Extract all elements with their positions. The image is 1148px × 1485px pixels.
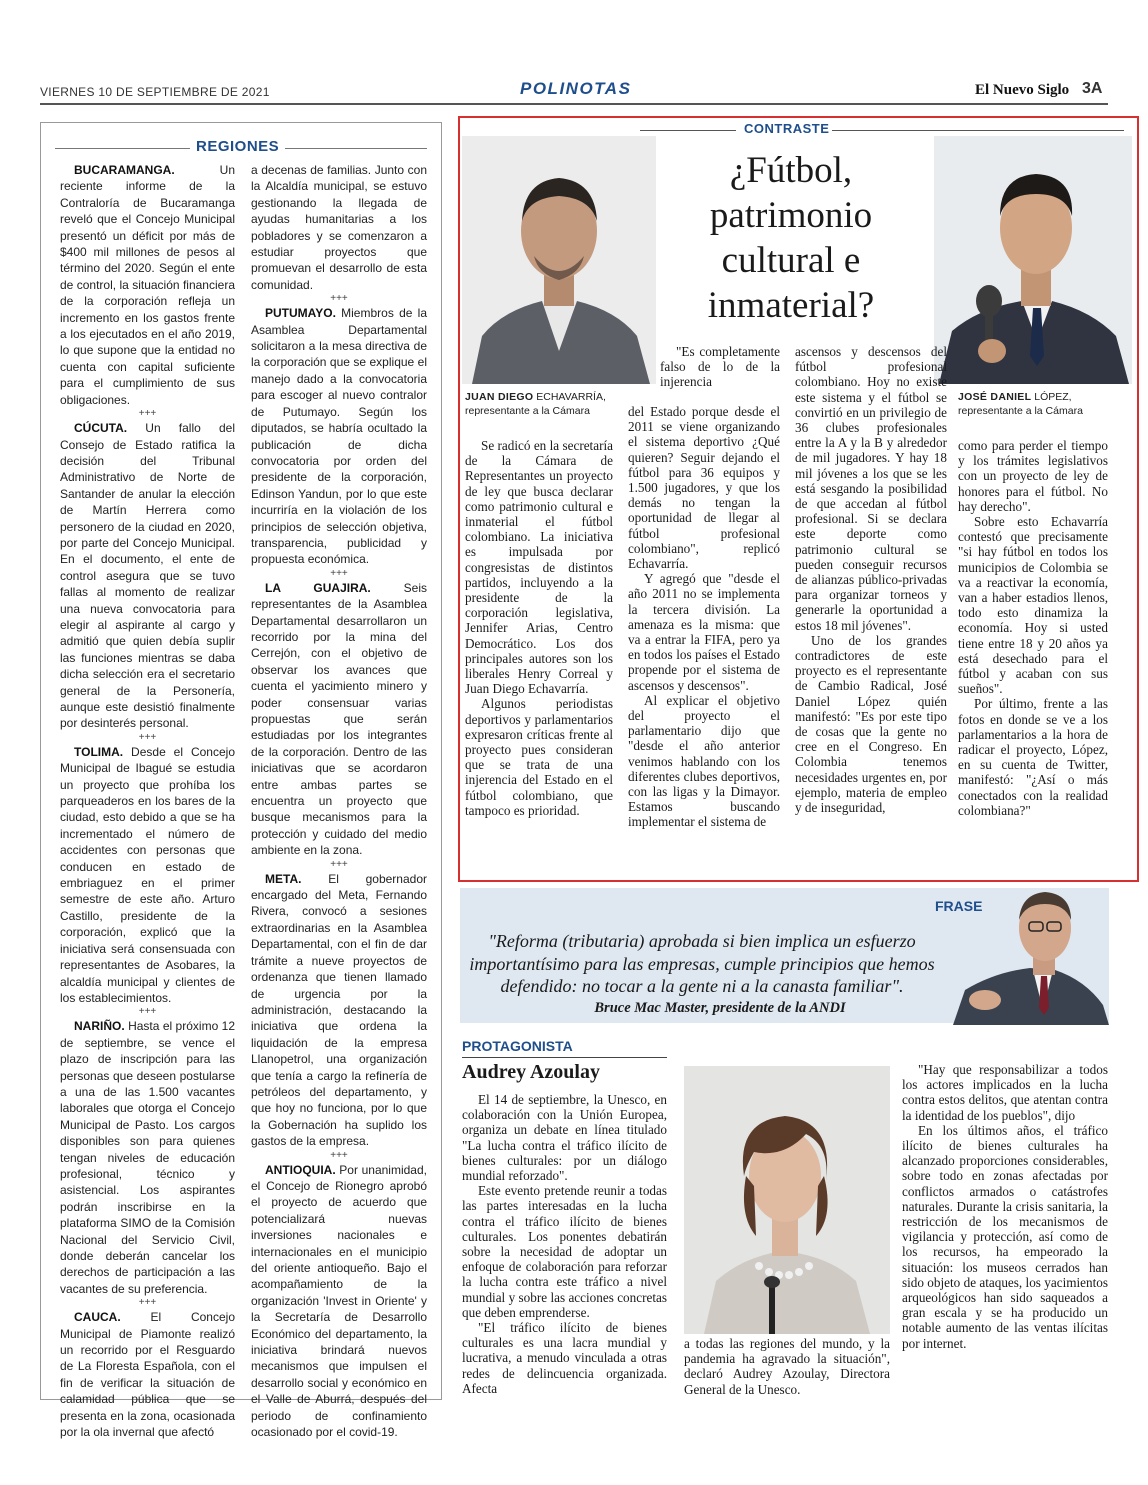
contraste-label: CONTRASTE <box>744 121 830 136</box>
separator: +++ <box>330 567 348 579</box>
article-column-2 <box>628 404 780 830</box>
article-paragraph: como para perder el tiempo y los trámites legislativos con un proyecto de ley de honores para el fútbol. No hay derecho". <box>958 438 1108 514</box>
separator: +++ <box>330 293 348 305</box>
regiones-item: BUCARAMANGA. Un reciente informe de la Contraloría de Bucaramanga reveló que el Concejo Municipal presentó un déficit por más de $400 mil millones de pesos al término del 2020. Según el ente de control, la situación financiera de la corporación refleja un incremento en los gastos frente a los ejecutados en el año 2019, lo que supone que la entidad no cuenta con capital suficiente para el cumplimiento de sus obligaciones. <box>60 163 235 407</box>
portrait-bruce-mac-master-image <box>945 880 1109 1025</box>
article-column-3 <box>795 344 947 815</box>
frase-quote: "Reforma (tributaria) aprobada si bien implica un esfuerzo importantísimo para las empresas, cumple principios que hemos defendido: no tocar a la gente ni a la canasta familiar". <box>469 931 935 996</box>
portrait-audrey-azoulay-image <box>684 1066 890 1334</box>
article-headline: ¿Fútbol, patrimonio cultural e inmaterial? <box>707 150 875 326</box>
portrait-jose-daniel <box>934 136 1132 384</box>
issue-date: VIERNES 10 DE SEPTIEMBRE DE 2021 <box>40 85 270 99</box>
article-paragraph: a todas las regiones del mundo, y la pandemia ha agravado la situación", declaró Audrey Azoulay, Directora General de la Unesco. <box>684 1336 890 1397</box>
article-paragraph: Al explicar el objetivo del proyecto el parlamentario dijo que "desde el año anterior venimos hablando con los diferentes clubes deportivos, con las ligas y la Dimayor. Estamos buscando implementar el sistema de <box>628 692 780 830</box>
regiones-continuation: a decenas de familias. Junto con la Alcaldía municipal, se estuvo gestionando la llegada de ayudas humanitarias a los pobladores y se comenzaron a estudiar proyectos que promuevan el desarrollo de esta comunidad. <box>251 163 427 292</box>
article-paragraph: Por último, frente a las fotos en donde se ve a los parlamentarios a la hora de radicar el proyecto, López, en su cuenta de Twitter, manifestó: "¿Así o más conectados con la realidad colombiana?" <box>958 696 1108 818</box>
separator: +++ <box>138 408 157 420</box>
article-paragraph: "El tráfico ilícito de bienes culturales es una lacra mundial y lucrativa, a menudo vinculada a otras redes de delincuencia organizada. Afecta <box>462 1320 667 1396</box>
regiones-rule-right <box>285 148 427 149</box>
portrait-jose-daniel-image <box>934 136 1132 384</box>
article-paragraph: del Estado porque desde el 2011 se viene organizando el sistema deportivo ¿Qué quieren? Seguir dejando el fútbol para 36 equipos y 1.500 jugadores, y que los demás no tengan la oportunidad de llegar al fútbol profesional colombiano", replicó Echavarría. <box>628 404 780 572</box>
regiones-column-1 <box>60 162 235 1440</box>
article-column-4 <box>958 438 1108 818</box>
article-paragraph: Este evento pretende reunir a todas las partes interesadas en la lucha contra el tráfico ilícito de bienes culturales. Los ponentes debatirán sobre la necesidad de adoptar un enfoque de colaboración para reforzar la lucha contra este tráfico a nivel mundial y sobre las acciones concretas que deben emprenderse. <box>462 1183 667 1320</box>
article-paragraph: El 14 de septiembre, la Unesco, en colaboración con la Unión Europea, organiza un debate en línea titulado "La lucha contra el tráfico ilícito de bienes culturales: por un diálogo mundial reforzado". <box>462 1092 667 1184</box>
article-paragraph: Se radicó en la secretaría de la Cámara de Representantes un proyecto de ley que busca declarar como patrimonio cultural e inmaterial el fútbol colombiano. La iniciativa es impulsada por congresistas de distintos partidos, incluyendo a la presidente de la corporación legislativa, Jennifer Arias, Centro Democrático. Los dos principales autores son los liberales Henry Correal y Juan Diego Echavarría. <box>465 438 613 697</box>
regiones-item: NARIÑO. Hasta el próximo 12 de septiembre, se vence el plazo de inscripción para las personas que deseen postularse a una de las 1.500 vacantes laborales que otorga el Concejo Municipal de Pasto. Los cargos disponibles son para quienes tengan niveles de educación profesional, técnico y asistencial. Los aspirantes podrán inscribirse en la plataforma SIMO de la Comisión Nacional del Servicio Civil, donde deberán cancelar los derechos de participación a las vacantes de su preferencia. <box>60 1019 235 1296</box>
frase-author: Bruce Mac Master, presidente de la ANDI <box>594 1000 846 1016</box>
regiones-item: META. El gobernador encargado del Meta, Fernando Rivera, convocó a sesiones extraordinarias en la Asamblea Departamental, con el fin de dar trámite a nueve proyectos de ordenanza que tienen llamado de urgencia por la administración, destacando la iniciativa que ordena la liquidación de la empresa Llanopetrol, una organización que tenía a cargo la refinería de petróleos del departamento, y que hoy no funciona, por lo que la Gobernación ha suplido los gastos de la empresa. <box>251 871 427 1149</box>
portrait-juan-diego-image <box>462 136 656 384</box>
article-paragraph: En los últimos años, el tráfico ilícito de bienes culturales ha alcanzado proporciones considerables, sobre todo en zonas afectadas por conflictos armados o catástrofes naturales. Durante la crisis sanitaria, la restricción de los mecanismos de vigilancia y protección, así como de los recursos, ha empeorado la situación: los museos cerrados han sido objeto de ataques, los yacimientos arqueológicos han sido saqueados a gran escala y se ha producido un notable aumento de las ventas ilícitas por internet. <box>902 1122 1108 1351</box>
caption-jose-daniel: JOSÉ DANIEL LÓPEZ, representante a la Cámara <box>958 391 1083 417</box>
regiones-rule-left <box>55 148 190 149</box>
separator: +++ <box>138 1006 157 1018</box>
protagonista-name: Audrey Azoulay <box>462 1061 600 1083</box>
portrait-audrey-azoulay <box>684 1066 890 1334</box>
article-paragraph: Sobre esto Echavarría contestó que precisamente "si hay fútbol en todos los municipios de Colombia se va a reactivar la economía, van a haber estadios llenos, todo esto dinamiza la economía. Hoy si usted tiene entre 18 y 20 años ya está desechado para el fútbol y acaban con sus sueños". <box>958 514 1108 697</box>
article-quote-top: "Es completamente falso de lo de la injerencia <box>660 344 780 390</box>
regiones-column-2 <box>251 162 427 1440</box>
portrait-juan-diego <box>462 136 656 384</box>
caption-juan-diego: JUAN DIEGO ECHAVARRÍA, representante a la Cámara <box>465 391 606 417</box>
article-paragraph: ascensos y descensos del fútbol profesional colombiano. Hoy no existe este sistema y el fútbol se convirtió en un privilegio de 36 clubes profesionales entre la A y la B y alrededor de mil jugadores. Y hay 18 mil jóvenes a los que se les está sesgando la posibilidad de que accedan al fútbol profesional. Si se declara este deporte como patrimonio cultural se pueden conseguir recursos de alianzas público-privadas para organizar torneos y generarle la oportunidad a estos 18 mil jóvenes". <box>795 344 947 633</box>
separator: +++ <box>138 1297 157 1309</box>
regiones-title: REGIONES <box>196 138 280 155</box>
article-paragraph: Y agregó que "desde el año 2011 no se implementa la tercera división. La amenaza es la misma: que va a entrar la FIFA, pero ya en todos los países el Estado propende por el sistema de ascensos y descensos". <box>628 571 780 693</box>
frase-label: FRASE <box>935 898 983 914</box>
section-title: POLINOTAS <box>520 79 632 98</box>
regiones-item: LA GUAJIRA. Seis representantes de la Asamblea Departamental desarrollaron un recorrido por la mina del Cerrejón, con el objetivo de observar los avances que cuenta el yacimiento minero y poder consensuar varias propuestas que serán estudiadas por los integrantes de la corporación. Dentro de las iniciativas que se acordaron entre ambas partes se encuentra un proyecto que busque mecanismos para la protección y cuidado del medio ambiente en la zona. <box>251 580 427 858</box>
regiones-item: CÚCUTA. Un fallo del Consejo de Estado ratifica la decisión del Tribunal Administrativo de Norte de Santander de anular la elección de Martín Herrera como personero de la ciudad en 2020, por parte del Concejo Municipal. En el documento, el ente de control asegura que se tuvo fallas al momento de realizar una nueva convocatoria para elegir al aspirante al cargo y admitió que quien debía suplir las funciones mientras se daba dicha selección era el secretario general de la Personería, aunque este desistió finalmente por desinterés personal. <box>60 421 235 731</box>
article-paragraph: "Hay que responsabilizar a todos los actores implicados en la lucha contra estos delitos, que atentan contra la identidad de los pueblos", dijo <box>902 1062 1108 1123</box>
article-paragraph: Algunos periodistas deportivos y parlamentarios expresaron críticas frente al proyecto pues consideran que se trata de una injerencia del Estado en el fútbol colombiano, que tampoco es prioridad. <box>465 696 613 818</box>
protagonista-column-1 <box>462 1092 667 1396</box>
regiones-item: TOLIMA. Desde el Concejo Municipal de Ibagué se estudia un proyecto que prohíba los parqueaderos en los bares de la ciudad, esto debido a que se ha incrementado el número de accidentes con personas que conducen en estado de embriaguez en el primer semestre de este año. Arturo Castillo, presidente de la corporación, explicó que la iniciativa será consensuada con representantes de Asobares, la alcaldía municipal y clientes de los establecimientos. <box>60 744 235 1005</box>
page-number: 3A <box>1082 80 1103 97</box>
protagonista-column-2 <box>684 1336 890 1397</box>
regiones-item: CAUCA. El Concejo Municipal de Piamonte realizó un recorrido por el Resguardo de La Floresta Española, con el fin de verificar la situación de calamidad pública que se presenta en la zona, ocasionada por la ola invernal que afectó <box>60 1310 235 1440</box>
regiones-item: PUTUMAYO. Miembros de la Asamblea Departamental solicitaron a la mesa directiva de la corporación que se explique el manejo dado a la convocatoria para escoger al nuevo contralor de Putumayo. Según los diputados, se habría ocultado la publicación de dicha convocatoria por orden del presidente de la corporación, Edinson Yandun, por lo que este incurriría en la violación de los principios de selección objetiva, transparencia, publicidad y propuesta económica. <box>251 306 427 567</box>
article-column-1 <box>465 438 613 818</box>
separator: +++ <box>330 1149 348 1161</box>
header-rule <box>40 103 1108 105</box>
portrait-bruce-mac-master <box>945 880 1109 1025</box>
contraste-rule-right <box>832 130 1124 131</box>
protagonista-label: PROTAGONISTA <box>462 1038 573 1054</box>
separator: +++ <box>330 858 348 870</box>
protagonista-rule <box>462 1057 667 1058</box>
separator: +++ <box>138 731 157 743</box>
newspaper-name: El Nuevo Siglo <box>975 82 1070 98</box>
protagonista-column-3 <box>902 1062 1108 1351</box>
article-paragraph: Uno de los grandes contradictores de este proyecto es el representante de Cambio Radical, José Daniel López quién manifestó: "Es por este tipo de cosas que la gente no cree en el Congreso. En Colombia tenemos necesidades urgentes en, por ejemplo, materia de empleo y de inseguridad, <box>795 632 947 816</box>
regiones-item: ANTIOQUIA. Por unanimidad, el Concejo de Rionegro aprobó el proyecto de acuerdo que potencializará nuevas inversiones nacionales e internacionales en el municipio del oriente antioqueño. Bajo el acompañamiento de la organización 'Invest in Oriente' y la Secretaría de Desarrollo Económico del departamento, la iniciativa brindará nuevos mecanismos que impulsen el desarrollo social y económico en el Valle de Aburrá, después del periodo de confinamiento ocasionado por el covid-19. <box>251 1162 427 1440</box>
contraste-rule-left <box>640 130 736 131</box>
